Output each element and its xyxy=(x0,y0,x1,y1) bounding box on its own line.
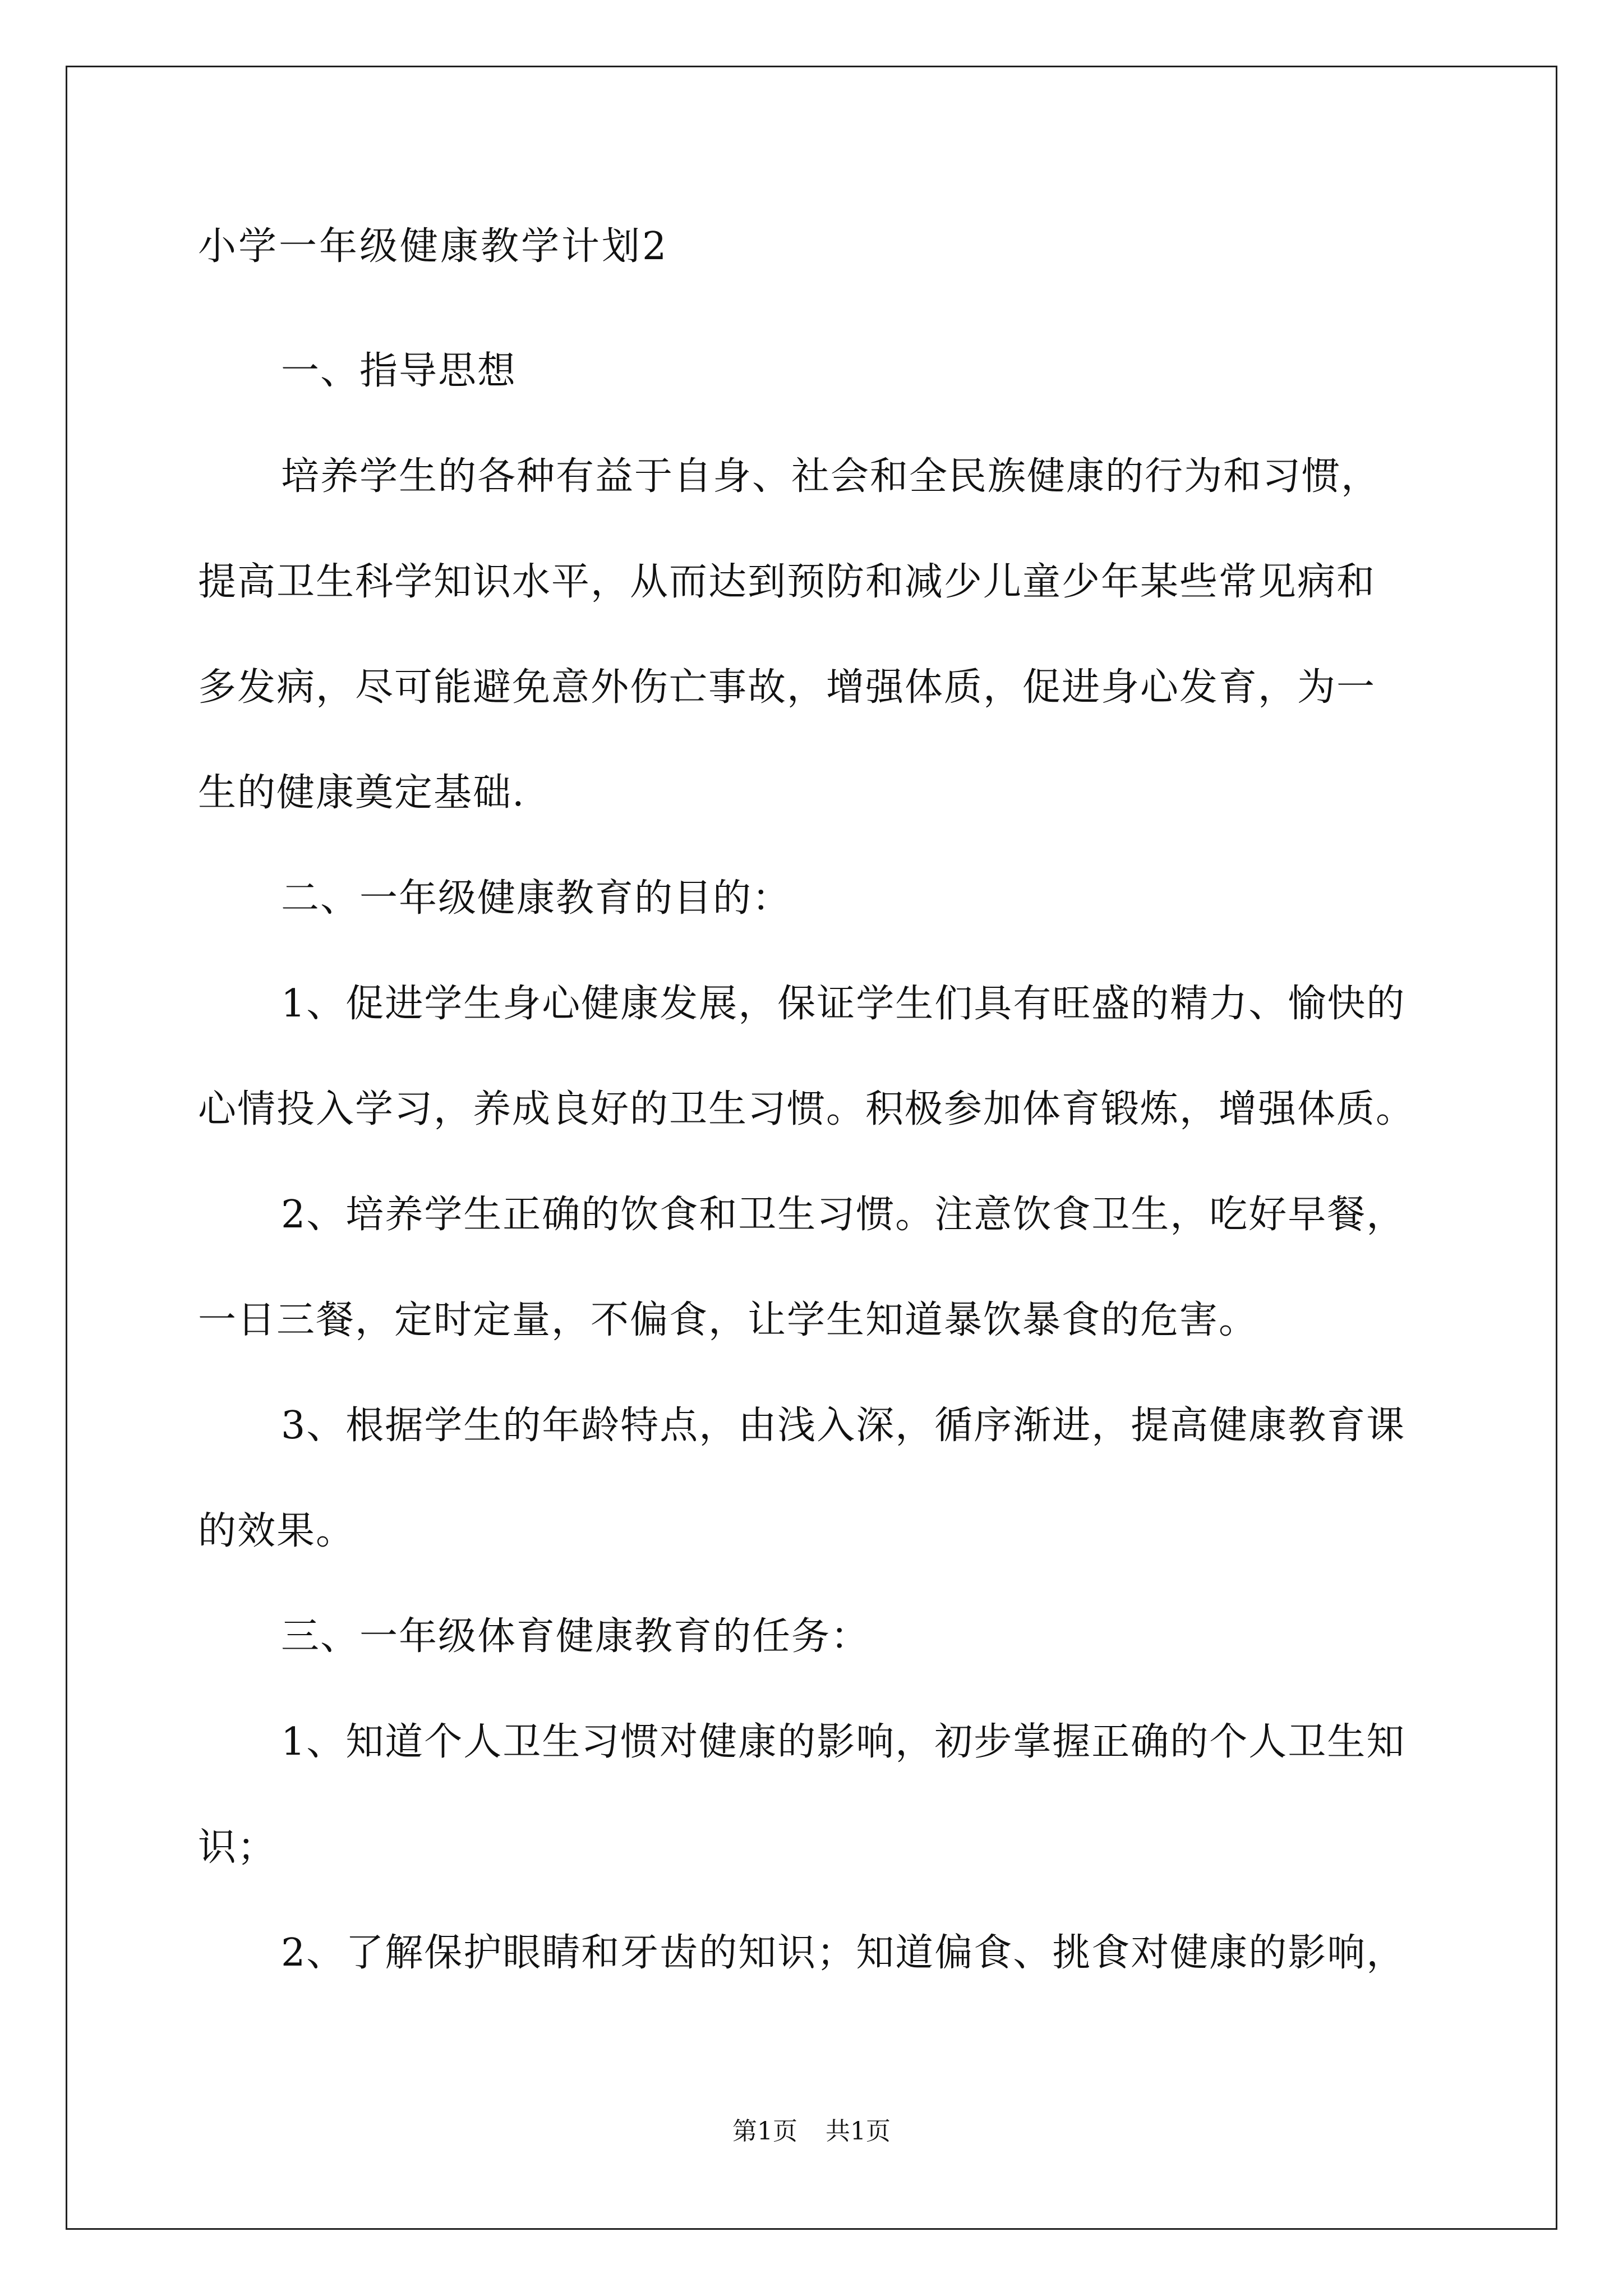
text-line: 提高卫生科学知识水平，从而达到预防和减少儿童少年某些常见病和 xyxy=(198,560,1376,604)
text-line: 2、了解保护眼睛和牙齿的知识；知道偏食、挑食对健康的影响， xyxy=(281,1931,1406,1975)
text-line: 识； xyxy=(198,1825,277,1870)
text-line: 1、促进学生身心健康发展，保证学生们具有旺盛的精力、愉快的 xyxy=(281,982,1406,1026)
paragraph-lines xyxy=(198,319,1443,2006)
text-line: 生的健康奠定基础. xyxy=(198,771,525,815)
text-line: 一日三餐，定时定量，不偏食，让学生知道暴饮暴食的危害。 xyxy=(198,1298,1258,1342)
text-line: 二、一年级健康教育的目的： xyxy=(281,876,792,921)
text-line: 一、指导思想 xyxy=(281,349,517,393)
page-total: 共1页 xyxy=(826,2117,891,2146)
text-line: 心情投入学习，养成良好的卫生习惯。积极参加体育锻炼，增强体质。 xyxy=(198,1087,1415,1131)
text-line: 培养学生的各种有益于自身、社会和全民族健康的行为和习惯， xyxy=(281,454,1381,499)
page-footer xyxy=(0,2115,1623,2148)
text-line: 多发病，尽可能避免意外伤亡事故，增强体质，促进身心发育，为一 xyxy=(198,665,1376,710)
text-line: 的效果。 xyxy=(198,1509,356,1553)
text-line: 3、根据学生的年龄特点，由浅入深，循序渐进，提高健康教育课 xyxy=(281,1404,1406,1448)
text-line: 1、知道个人卫生习惯对健康的影响，初步掌握正确的个人卫生知 xyxy=(281,1720,1406,1764)
text-line: 2、培养学生正确的饮食和卫生习惯。注意饮食卫生，吃好早餐， xyxy=(281,1193,1406,1237)
text-line: 三、一年级体育健康教育的任务： xyxy=(281,1614,870,1659)
document-body xyxy=(198,213,1443,2006)
document-title: 小学一年级健康教学计划2 xyxy=(198,224,669,269)
page-number: 第1页 xyxy=(732,2117,797,2146)
title-spacer xyxy=(198,280,1443,319)
